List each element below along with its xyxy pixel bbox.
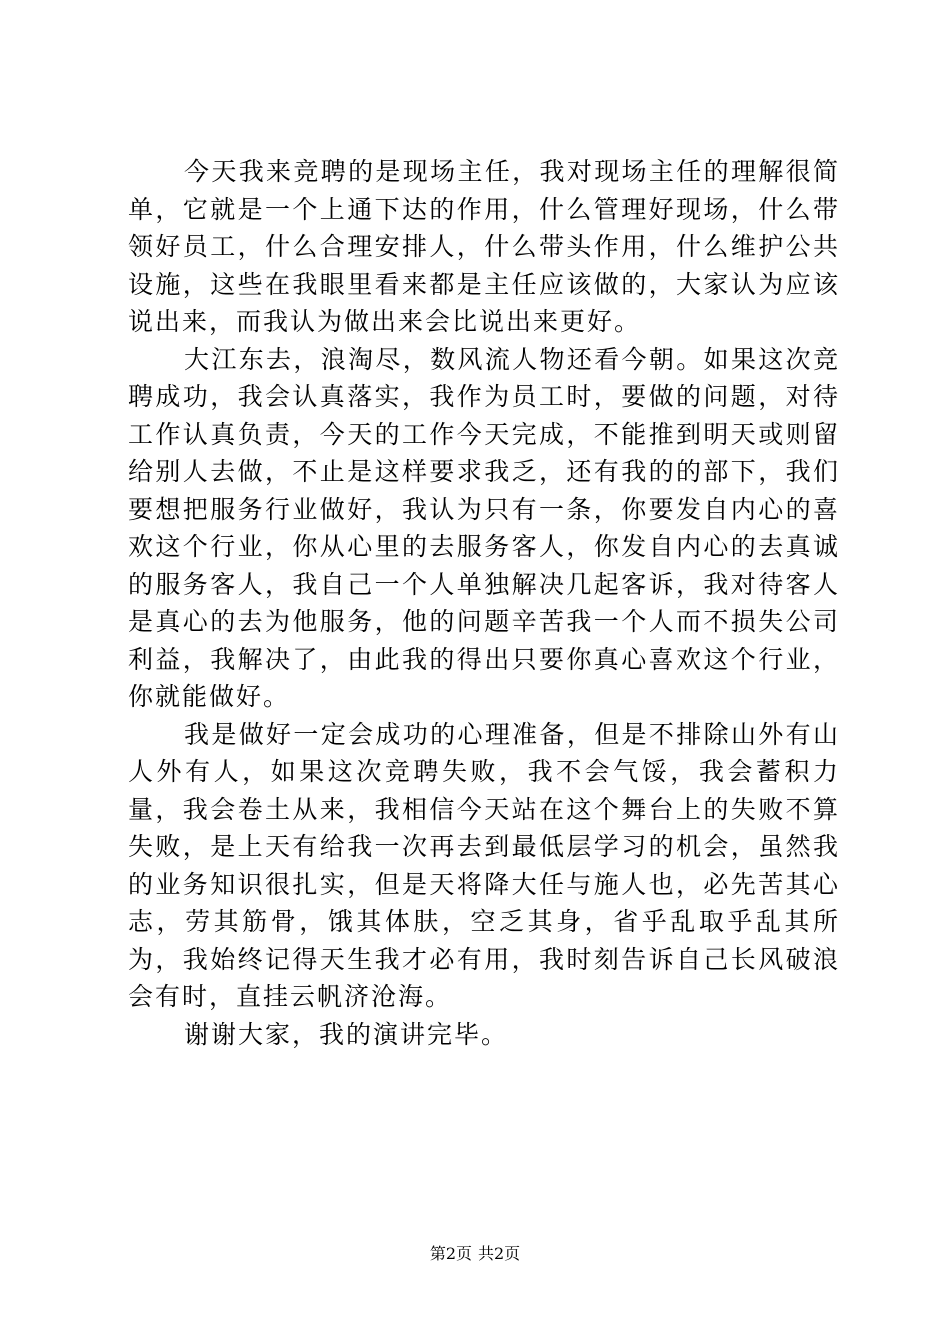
paragraph-failure-plan: 我是做好一定会成功的心理准备，但是不排除山外有山人外有人，如果这次竞聘失败，我不会气馁，我会蓄积力量，我会卷土从来，我相信今天站在这个舞台上的失败不算失败，是上天有给我一次再去到最低层学习的机会，虽然我的业务知识很扎实，但是天将降大任与施人也，必先苦其心志，劳其筋骨，饿其体肤，空乏其身，省乎乱取乎乱其所为，我始终记得天生我才必有用，我时刻告诉自己长风破浪会有时，直挂云帆济沧海。 (128, 719, 840, 1011)
paragraph-closing: 谢谢大家，我的演讲完毕。 (184, 1019, 509, 1049)
paragraph-intro: 今天我来竞聘的是现场主任，我对现场主任的理解很简单，它就是一个上通下达的作用，什么管理好现场，什么带领好员工，什么合理安排人，什么带头作用，什么维护公共设施，这些在我眼里看来都是主任应该做的，大家认为应该说出来，而我认为做出来会比说出来更好。 (128, 157, 840, 336)
page-number: 第2页 (429, 1244, 472, 1263)
page-footer (0, 1243, 950, 1265)
page-count: 共2页 (478, 1244, 521, 1263)
paragraph-success-plan: 大江东去，浪淘尽，数风流人物还看今朝。如果这次竞聘成功，我会认真落实，我作为员工时，要做的问题，对待工作认真负责，今天的工作今天完成，不能推到明天或则留给别人去做，不止是这样要求我乏，还有我的的部下，我们要想把服务行业做好，我认为只有一条，你要发自内心的喜欢这个行业，你从心里的去服务客人，你发自内心的去真诚的服务客人，我自己一个人单独解决几起客诉，我对待客人是真心的去为他服务，他的问题辛苦我一个人而不损失公司利益，我解决了，由此我的得出只要你真心喜欢这个行业，你就能做好。 (128, 344, 840, 711)
speech-body (128, 153, 840, 1053)
